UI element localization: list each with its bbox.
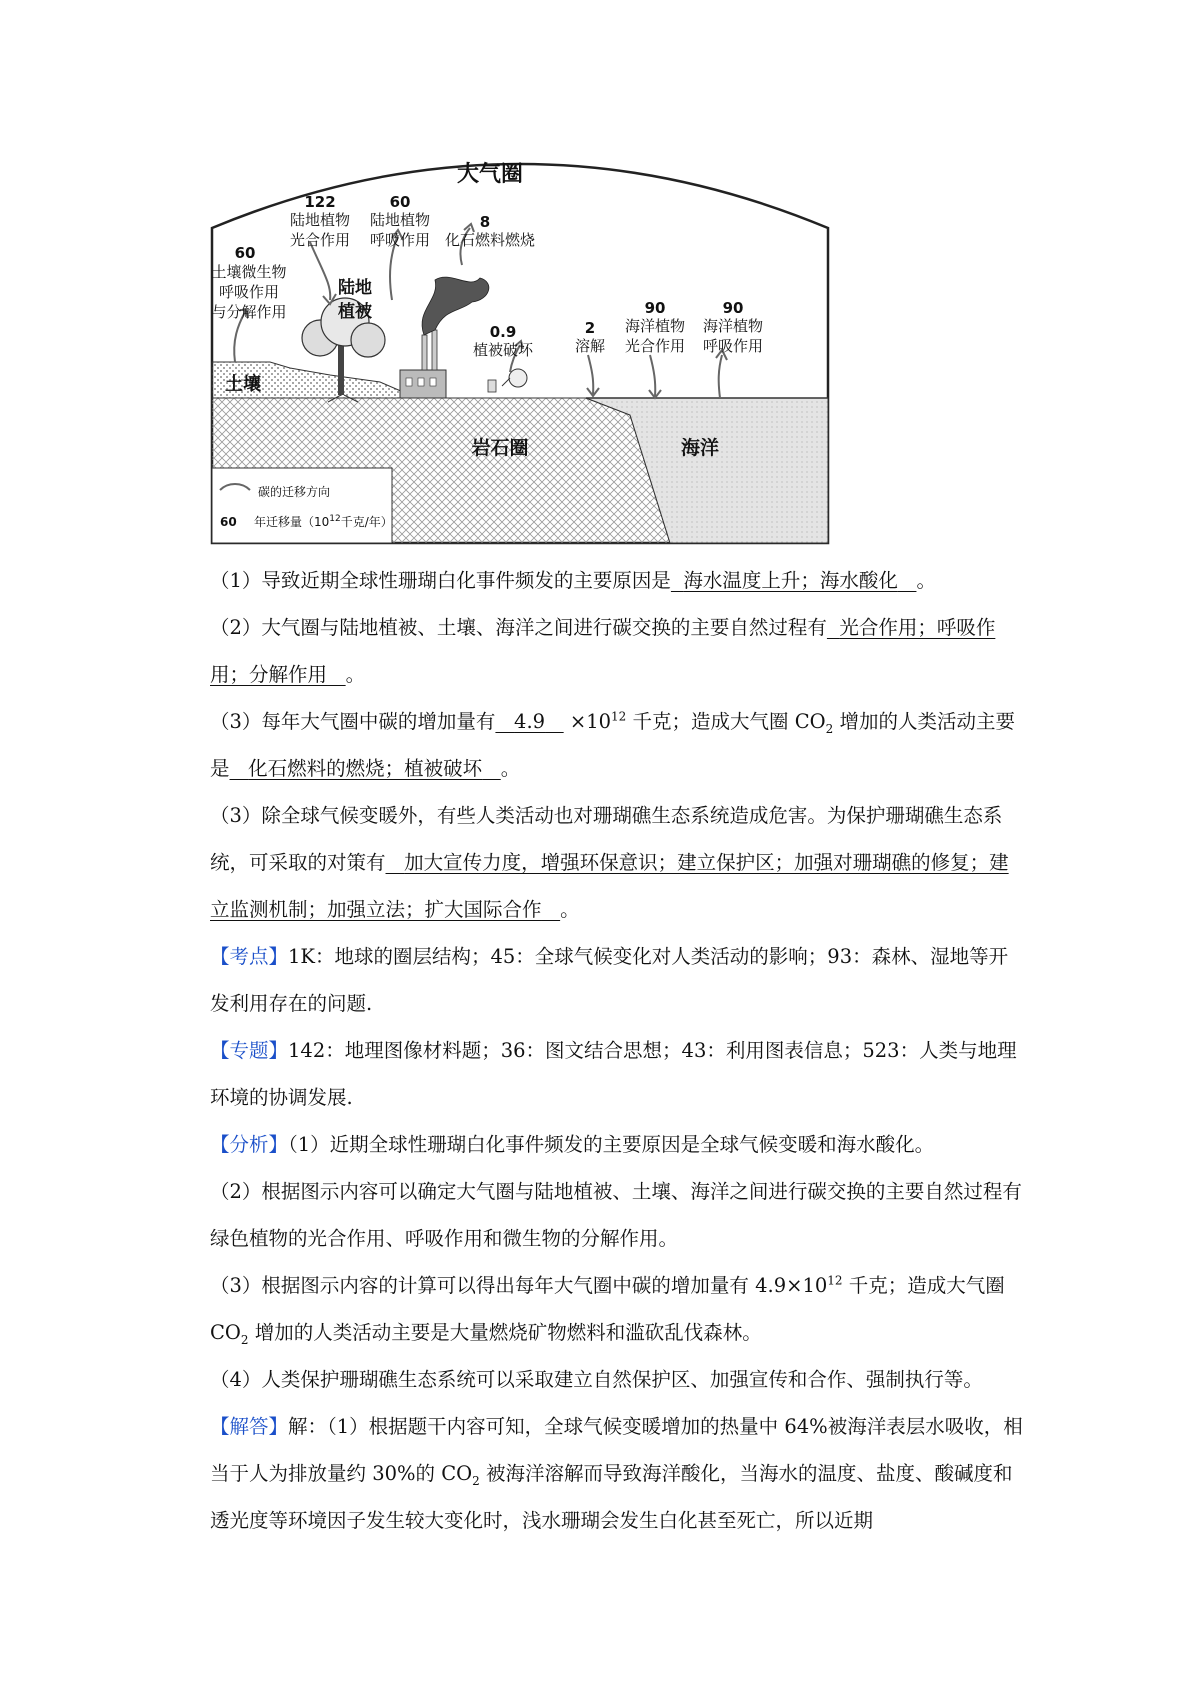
jieda: 【解答】解：（1）根据题干内容可知，全球气候变暖增加的热量中 64%被海洋表层水吸收，相当于人为排放量约 30%的 $CO_2$ 被海洋溶解而导致海洋酸化，当海水的温度、盐度、酸碱度和透光度等环境因子发生较大变化时，浅水珊瑚会发生白化甚至死亡，所以近期: [210, 1415, 1023, 1532]
fenxi-2: （2）根据图示内容可以确定大气圈与陆地植被、土壤、海洋之间进行碳交换的主要自然过程有绿色植物的光合作用、呼吸作用和微生物的分解作用。: [210, 1180, 1022, 1250]
dissolve-label: 溶解: [574, 337, 605, 355]
deforest-label: 植被破坏: [472, 341, 533, 359]
soil-label: 土壤微生物 呼吸作用 与分解作用: [211, 263, 287, 321]
zhuanti: 【专题】142：地理图像材料题；36：图文结合思想；43：利用图表信息；523：人类与地理环境的协调发展.: [210, 1039, 1017, 1109]
ocean-photo-label: 海洋植物 光合作用: [624, 317, 685, 355]
q1: （1）导致近期全球性珊瑚白化事件频发的主要原因是 海水温度上升；海水酸化 。: [210, 569, 936, 592]
fenxi-3: （3）根据图示内容的计算可以得出每年大气圈中碳的增加量有 $4.9\times 10^{12}$ 千克；造成大气圈 $CO_2$ 增加的人类活动主要是大量燃烧矿物燃料和滥砍乱伐森林。: [210, 1273, 1005, 1347]
fenxi: 【分析】（1）近期全球性珊瑚白化事件频发的主要原因是全球气候变暖和海水酸化。: [210, 1133, 935, 1156]
legend-unit: 年迁移量（$10^{12}$千克/年）: [254, 514, 393, 529]
legend-arrow-text: 碳的迁移方向: [258, 485, 331, 499]
lithosphere-label: 岩石圈: [471, 437, 529, 459]
land-photo-label: 陆地植物 光合作用: [289, 211, 350, 249]
fenxi-4: （4）人类保护珊瑚礁生态系统可以采取建立自然保护区、加强宣传和合作、强制执行等。: [210, 1368, 983, 1391]
answer-text: [210, 557, 1025, 1544]
legend-box: [212, 468, 392, 543]
fossil-value: 8: [479, 213, 491, 231]
soil-label-big: 土壤: [225, 374, 261, 395]
ocean-photo-value: 90: [644, 299, 666, 317]
q2: （2）大气圈与陆地植被、土壤、海洋之间进行碳交换的主要自然过程有 光合作用；呼吸作用；分解作用 。: [210, 616, 996, 686]
q3b: （3）除全球气候变暖外，有些人类活动也对珊瑚礁生态系统造成危害。为保护珊瑚礁生态系统，可采取的对策有 加大宣传力度，增强环保意识；建立保护区；加强对珊瑚礁的修复；建立监测机制；加强立法；扩大国际合作 。: [210, 804, 1009, 921]
land-resp-value: 60: [389, 193, 411, 211]
dissolve-value: 2: [584, 319, 596, 337]
legend-value: 60: [220, 515, 237, 529]
soil-value: 60: [234, 244, 256, 262]
deforest-value: 0.9: [489, 323, 517, 341]
atmosphere-label: 大气圈: [456, 162, 523, 187]
q3a: （3）每年大气圈中碳的增加量有 4.9 $\times 10^{12}$ 千克；造成大气圈 $CO_2$ 增加的人类活动主要是 化石燃料的燃烧；植被破坏 。: [210, 709, 1015, 780]
ocean-label: 海洋: [680, 437, 719, 459]
land-resp-label: 陆地植物 呼吸作用: [369, 211, 430, 249]
carbon-cycle-figure: [210, 150, 830, 545]
land-cover-label: 陆地 植被: [338, 278, 372, 322]
kaodian: 【考点】1K：地球的圈层结构；45：全球气候变化对人类活动的影响；93：森林、湿地等开发利用存在的问题.: [210, 945, 1009, 1015]
fossil-label: 化石燃料燃烧: [444, 231, 535, 249]
ocean-resp-value: 90: [722, 299, 744, 317]
land-photo-value: 122: [304, 193, 336, 211]
ocean-resp-label: 海洋植物 呼吸作用: [702, 317, 763, 355]
